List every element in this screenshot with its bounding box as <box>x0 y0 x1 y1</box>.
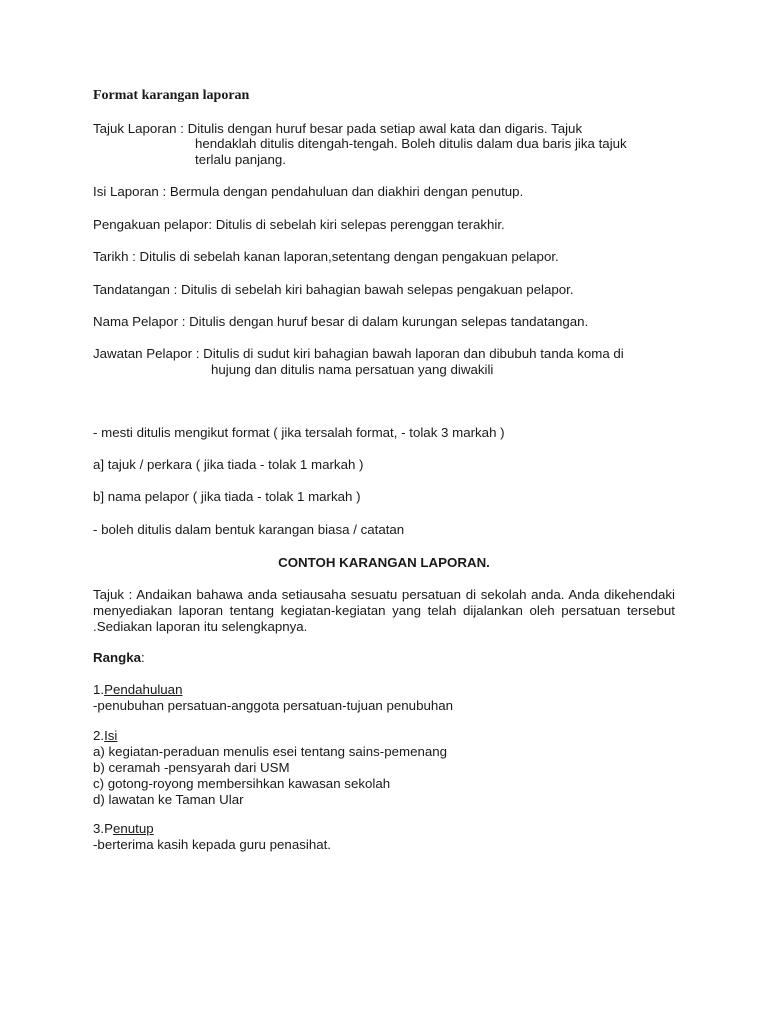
section-pendahuluan <box>93 682 675 714</box>
list-item: -berterima kasih kepada guru penasihat. <box>93 837 332 852</box>
section-penutup <box>93 821 675 853</box>
section-heading <box>93 682 675 698</box>
section-number: 1. <box>93 682 105 697</box>
page-title: Format karangan laporan <box>93 88 250 103</box>
list-item: b) ceramah -pensyarah dari USM <box>93 760 290 775</box>
list-item: -penubuhan persatuan-anggota persatuan-tujuan penubuhan <box>93 698 454 713</box>
note-tajuk: a] tajuk / perkara ( jika tiada - tolak 1 markah ) <box>93 457 364 472</box>
rangka-colon: : <box>141 650 145 665</box>
format-tarikh: Tarikh : Ditulis di sebelah kanan laporan,setentang dengan pengakuan pelapor. <box>93 249 559 264</box>
note-nama: b] nama pelapor ( jika tiada - tolak 1 markah ) <box>93 489 361 504</box>
format-nama: Nama Pelapor : Ditulis dengan huruf besar di dalam kurungan selepas tandatangan. <box>93 314 589 329</box>
format-jawatan-line1: Ditulis di sudut kiri bahagian bawah laporan dan dibubuh tanda koma di <box>203 346 624 361</box>
section-heading <box>93 821 675 837</box>
format-isi: Isi Laporan : Bermula dengan pendahuluan dan diakhiri dengan penutup. <box>93 184 524 199</box>
example-title: CONTOH KARANGAN LAPORAN. <box>278 555 490 570</box>
format-jawatan-line2: hujung dan ditulis nama persatuan yang diwakili <box>211 362 494 377</box>
example-question: Tajuk : Andaikan bahawa anda setiausaha sesuatu persatuan di sekolah anda. Anda dikehendaki menyediakan laporan tentang kegiatan-kegiatan yang telah dijalankan oleh persatuan tersebut .Sediakan laporan itu selengkapnya. <box>93 587 675 634</box>
format-jawatan <box>93 346 675 362</box>
note-bentuk: - boleh ditulis dalam bentuk karangan biasa / catatan <box>93 522 405 537</box>
format-tandatangan: Tandatangan : Ditulis di sebelah kiri bahagian bawah selepas pengakuan pelapor. <box>93 282 574 297</box>
format-jawatan-label: Jawatan Pelapor : <box>93 346 204 361</box>
section-title: Pendahuluan <box>104 682 183 697</box>
list-item: d) lawatan ke Taman Ular <box>93 792 244 807</box>
section-number: 3.P <box>93 821 113 836</box>
format-tajuk-line3: terlalu panjang. <box>195 152 286 167</box>
format-tajuk <box>93 121 675 137</box>
section-number: 2. <box>93 728 105 743</box>
rangka-heading <box>93 650 675 666</box>
format-tajuk-line1: Ditulis dengan huruf besar pada setiap awal kata dan digaris. Tajuk <box>187 121 583 136</box>
section-isi <box>93 728 675 808</box>
format-pengakuan: Pengakuan pelapor: Ditulis di sebelah kiri selepas perenggan terakhir. <box>93 217 505 232</box>
section-heading <box>93 728 675 744</box>
format-tajuk-label: Tajuk Laporan : <box>93 121 188 136</box>
list-item: a) kegiatan-peraduan menulis esei tentang sains-pemenang <box>93 744 448 759</box>
rangka-label: Rangka <box>93 650 142 665</box>
section-title: enutup <box>112 821 154 836</box>
section-title: Isi <box>104 728 118 743</box>
format-tajuk-line2: hendaklah ditulis ditengah-tengah. Boleh ditulis dalam dua baris jika tajuk <box>195 136 627 151</box>
list-item: c) gotong-royong membersihkan kawasan sekolah <box>93 776 391 791</box>
note-format: - mesti ditulis mengikut format ( jika tersalah format, - tolak 3 markah ) <box>93 425 505 440</box>
